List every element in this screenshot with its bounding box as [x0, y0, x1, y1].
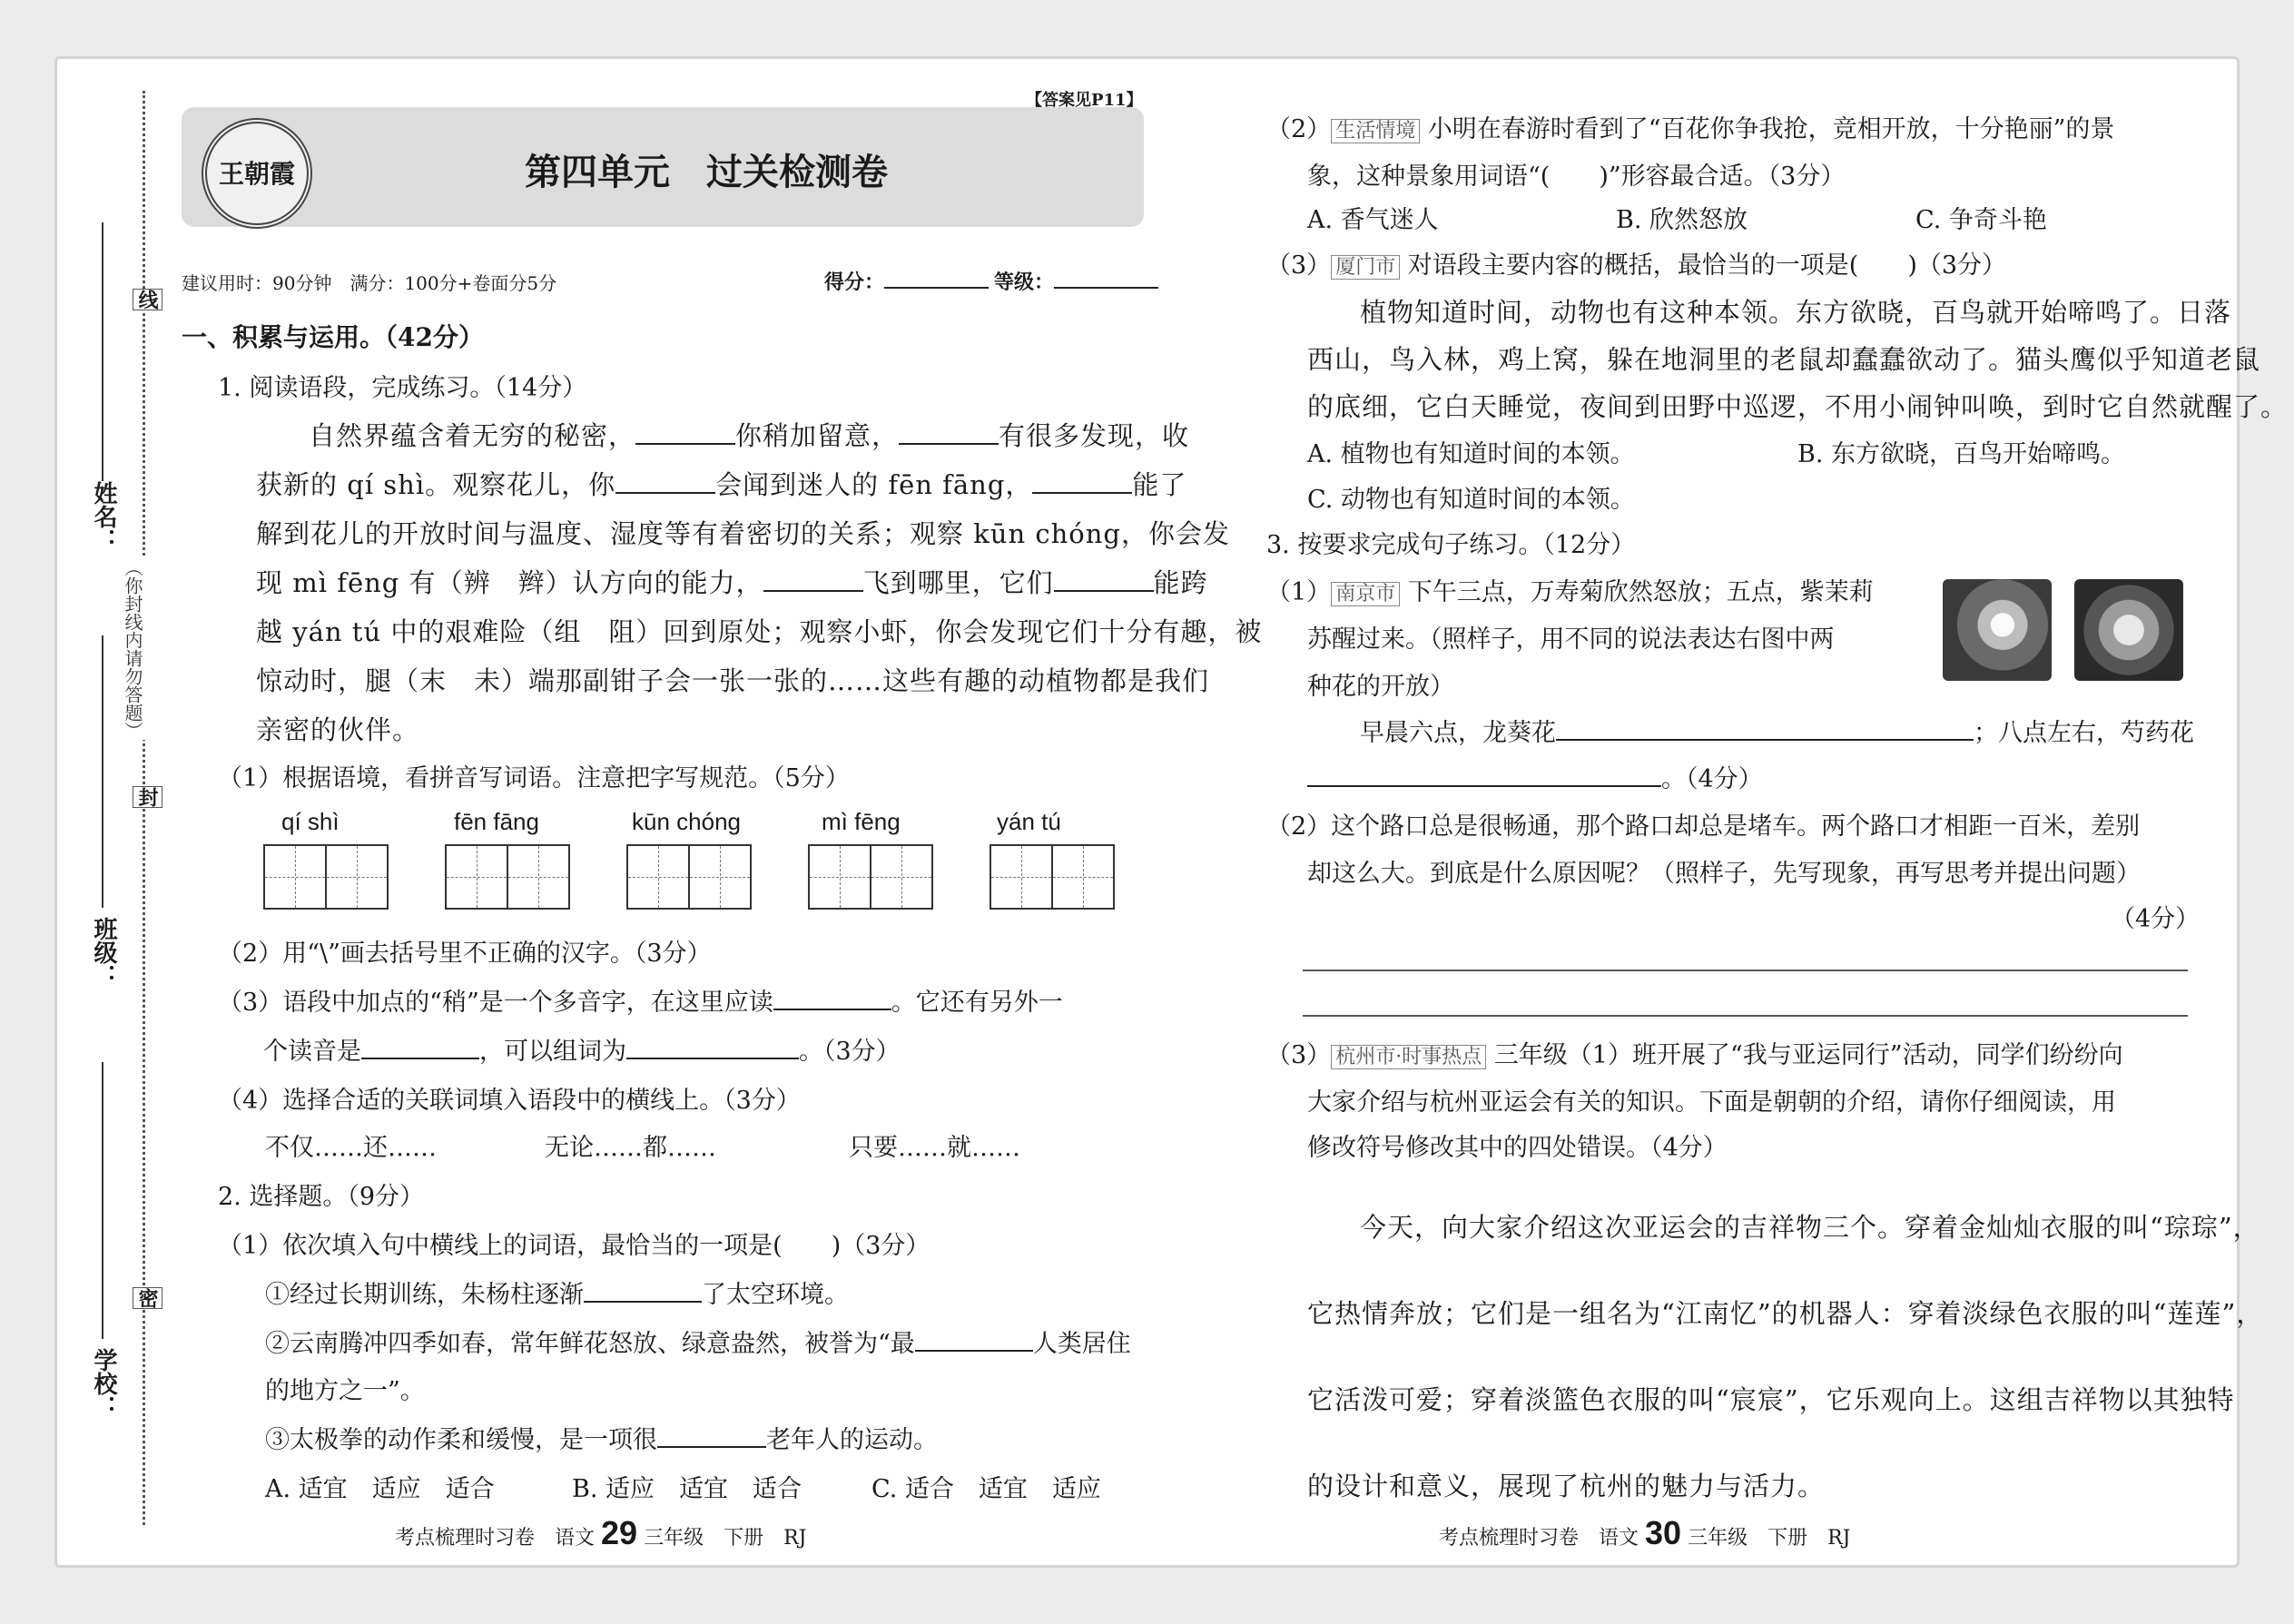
- pinyin-1: qí shì: [281, 808, 340, 835]
- blank[interactable]: [1054, 565, 1154, 592]
- conj-option-3: 只要……就……: [849, 1134, 1020, 1162]
- writing-grid-cell[interactable]: [870, 844, 933, 910]
- passage-line-2: 获新的 qí shì。观察花儿，你 会闻到迷人的 fēn fāng， 能了: [256, 465, 1186, 502]
- blank[interactable]: [635, 418, 735, 445]
- r-q2-sub2-option-a[interactable]: A. 香气迷人: [1307, 206, 1439, 234]
- writing-grid-cell[interactable]: [1051, 844, 1115, 910]
- binding-mi: 密: [133, 1287, 162, 1309]
- answer-blank[interactable]: [1556, 714, 1974, 741]
- section-1-heading: 一、积累与运用。（42分）: [182, 322, 484, 352]
- blank[interactable]: [899, 418, 999, 445]
- writing-grid-cell[interactable]: [263, 844, 327, 910]
- correction-text-3: 它活泼可爱；穿着淡篮色衣服的叫“宸宸”，它乐观向上。这组吉祥物以其独特: [1307, 1384, 2235, 1415]
- r-q2-sub3-option-a[interactable]: A. 植物也有知道时间的本领。: [1307, 440, 1635, 468]
- pinyin-5: yán tú: [997, 808, 1061, 835]
- pinyin-2: fēn fāng: [454, 808, 539, 835]
- writing-grid-cell[interactable]: [989, 844, 1053, 910]
- blank[interactable]: [584, 1275, 702, 1303]
- answer-line[interactable]: [1303, 969, 2188, 971]
- page-number-30: 30: [1645, 1514, 1682, 1551]
- q3-sub3-line2: 大家介绍与杭州亚运会有关的知识。下面是朝朝的介绍，请你仔细阅读，用: [1307, 1088, 2116, 1117]
- flower-photo-2: [2074, 579, 2183, 681]
- q3-sub1-answer-1: 早晨六点，龙葵花 ；八点左右，芍药花: [1360, 713, 2194, 748]
- q1-sub1: （1）根据语境，看拼音写词语。注意把字写规范。（5分）: [218, 764, 850, 792]
- page-number-29: 29: [601, 1514, 638, 1551]
- school-label: 学校：: [90, 1348, 117, 1419]
- q3-sub3-line3: 修改符号修改其中的四处错误。（4分）: [1307, 1134, 1728, 1162]
- q2-option-b[interactable]: B. 适应 适宜 适合: [572, 1475, 802, 1503]
- answer-blank[interactable]: [1307, 760, 1661, 787]
- correction-text-2: 它热情奔放；它们是一组名为“江南忆”的机器人：穿着淡绿色衣服的叫“莲莲”，: [1307, 1298, 2264, 1329]
- r-q2-sub2-option-c[interactable]: C. 争奇斗艳: [1915, 206, 2047, 234]
- passage-line-4: 现 mì fēng 有（辨 辫）认方向的能力， 飞到哪里，它们 能跨: [256, 563, 1208, 600]
- q3-heading: 3. 按要求完成句子练习。（12分）: [1266, 531, 1636, 559]
- q1-sub3-line2: 个读音是 ，可以组词为 。（3分）: [263, 1031, 901, 1067]
- answer-line[interactable]: [1303, 1015, 2188, 1017]
- blank[interactable]: [657, 1421, 766, 1448]
- q2-item-3: ③太极拳的动作柔和缓慢，是一项很 老年人的运动。: [265, 1420, 938, 1455]
- q2-item-2: ②云南腾冲四季如春，常年鲜花怒放、绿意盎然，被誉为“最 人类居住: [265, 1324, 1131, 1359]
- q1-sub4: （4）选择合适的关联词填入语段中的横线上。（3分）: [218, 1087, 801, 1115]
- blank[interactable]: [1032, 467, 1132, 494]
- passage-line-1: 自然界蕴含着无穷的秘密， 你稍加留意， 有很多发现，收: [309, 416, 1189, 453]
- correction-text-4: 的设计和意义，展现了杭州的魅力与活力。: [1307, 1471, 1826, 1501]
- school-line[interactable]: [102, 1062, 103, 1339]
- time-score-info: 建议用时：90分钟 满分：100分+卷面分5分: [182, 272, 557, 294]
- q3-sub3-line1: （3） 杭州市·时事热点 三年级（1）班开展了“我与亚运同行”活动，同学们纷纷向: [1266, 1041, 2123, 1069]
- q1-sub3-line1: （3）语段中加点的“稍”是一个多音字，在这里应读 。它还有另外一: [218, 982, 1063, 1018]
- q3-sub2-points: （4分）: [2111, 905, 2200, 933]
- q2-sub1: （1）依次填入句中横线上的词语，最恰当的一项是( )（3分）: [218, 1232, 930, 1260]
- correction-text-1: 今天，向大家介绍这次亚运会的吉祥物三个。穿着金灿灿衣服的叫“琮琮”，: [1360, 1212, 2260, 1243]
- q1-sub2: （2）用“\”画去括号里不正确的汉字。（3分）: [218, 940, 712, 968]
- writing-grid-cell[interactable]: [325, 844, 389, 910]
- r-q2-sub3: （3） 厦门市 对语段主要内容的概括，最恰当的一项是( )（3分）: [1266, 251, 2007, 280]
- r-q2-sub3-option-c[interactable]: C. 动物也有知道时间的本领。: [1307, 486, 1635, 514]
- r-q2-sub3-option-b[interactable]: B. 东方欲晓，百鸟开始啼鸣。: [1797, 440, 2126, 468]
- r-q2-sub2-option-b[interactable]: B. 欣然怒放: [1616, 206, 1748, 234]
- q2-heading: 2. 选择题。（9分）: [218, 1183, 425, 1211]
- q3-sub1-line1: （1） 南京市 下午三点，万寿菊欣然怒放；五点，紫茉莉: [1266, 578, 1874, 606]
- writing-grid-cell[interactable]: [445, 844, 508, 910]
- score-field[interactable]: 得分：: [824, 267, 989, 295]
- q2-option-a[interactable]: A. 适宜 适应 适合: [265, 1475, 495, 1503]
- r-q2-sub2-line2: 象，这种景象用词语“( )”形容最合适。（3分）: [1307, 162, 1846, 191]
- conj-option-2: 无论……都……: [545, 1134, 716, 1162]
- pinyin-3: kūn chóng: [632, 808, 741, 835]
- source-tag: 杭州市·时事热点: [1331, 1045, 1486, 1069]
- conj-option-1: 不仅……还……: [265, 1134, 437, 1162]
- writing-grid-cell[interactable]: [808, 844, 871, 910]
- binding-xian: 线: [133, 289, 162, 310]
- q1-heading: 1. 阅读语段，完成练习。（14分）: [218, 374, 587, 402]
- q2-option-c[interactable]: C. 适合 适宜 适应: [871, 1475, 1101, 1503]
- brand-logo: 王朝霞: [202, 118, 312, 229]
- grade-field[interactable]: 等级：: [994, 267, 1158, 295]
- blank[interactable]: [361, 1032, 479, 1059]
- r-q2-sub2-line1: （2） 生活情境 小明在春游时看到了“百花你争我抢，竞相开放，十分艳丽”的景: [1266, 115, 2115, 143]
- source-tag: 南京市: [1331, 582, 1400, 606]
- r-q2-sub3-passage-2: 西山，鸟入林，鸡上窝，躲在地洞里的老鼠却蠢蠢欲动了。猫头鹰似乎知道老鼠: [1307, 344, 2261, 375]
- q3-sub2-line2: 却这么大。到底是什么原因呢？（照样子，先写现象，再写思考并提出问题）: [1307, 860, 2141, 888]
- q3-sub1-line2: 苏醒过来。（照样子，用不同的说法表达右图中两: [1307, 625, 1835, 654]
- source-tag: 厦门市: [1331, 255, 1400, 280]
- writing-grid-cell[interactable]: [626, 844, 690, 910]
- source-tag: 生活情境: [1331, 119, 1420, 143]
- q3-sub2-line1: （2）这个路口总是很畅通，那个路口却总是堵车。两个路口才相距一百米，差别: [1266, 812, 2141, 841]
- binding-note: （你封线内请勿答题）: [120, 558, 146, 740]
- q2-item-1: ①经过长期训练，朱杨柱逐渐 了太空环境。: [265, 1275, 849, 1310]
- class-label: 班级：: [90, 917, 117, 988]
- passage-line-6: 惊动时，腿（末 未）端那副钳子会一张一张的……这些有趣的动植物都是我们: [256, 665, 1210, 696]
- answer-reference: 【答案见P11】: [1026, 91, 1143, 110]
- r-q2-sub3-passage-3: 的底细，它白天睡觉，夜间到田野中巡逻，不用小闹钟叫唤，到时它自然就醒了。: [1307, 391, 2289, 422]
- q3-sub1-line3: 种花的开放）: [1307, 673, 1454, 701]
- passage-line-5: 越 yán tú 中的艰难险（组 阻）回到原处；观察小虾，你会发现它们十分有趣，被: [256, 616, 1263, 647]
- writing-grid-cell[interactable]: [688, 844, 752, 910]
- name-label: 姓名：: [90, 481, 117, 552]
- class-line[interactable]: [102, 635, 103, 908]
- name-line[interactable]: [102, 222, 103, 481]
- writing-grid-cell[interactable]: [507, 844, 570, 910]
- footer-left: 考点梳理时习卷 语文 29 三年级 下册 RJ: [395, 1514, 807, 1551]
- passage-line-7: 亲密的伙伴。: [256, 714, 420, 745]
- blank[interactable]: [915, 1324, 1033, 1352]
- blank[interactable]: [626, 1032, 799, 1059]
- page-title: 第四单元 过关检测卷: [525, 153, 888, 192]
- r-q2-sub3-passage-1: 植物知道时间，动物也有这种本领。东方欲晓，百鸟就开始啼鸣了。日落: [1360, 297, 2232, 328]
- pinyin-4: mì fēng: [822, 808, 901, 835]
- blank[interactable]: [763, 565, 863, 592]
- q2-item-2-cont: 的地方之一”。: [265, 1377, 425, 1405]
- flower-photo-1: [1943, 579, 2052, 681]
- q3-sub1-answer-2: 。（4分）: [1307, 759, 1763, 794]
- blank[interactable]: [615, 467, 715, 494]
- binding-feng: 封: [133, 786, 162, 808]
- blank[interactable]: [773, 983, 891, 1010]
- footer-right: 考点梳理时习卷 语文 30 三年级 下册 RJ: [1439, 1514, 1851, 1551]
- passage-line-3: 解到花儿的开放时间与温度、湿度等有着密切的关系；观察 kūn chóng，你会发: [256, 518, 1230, 549]
